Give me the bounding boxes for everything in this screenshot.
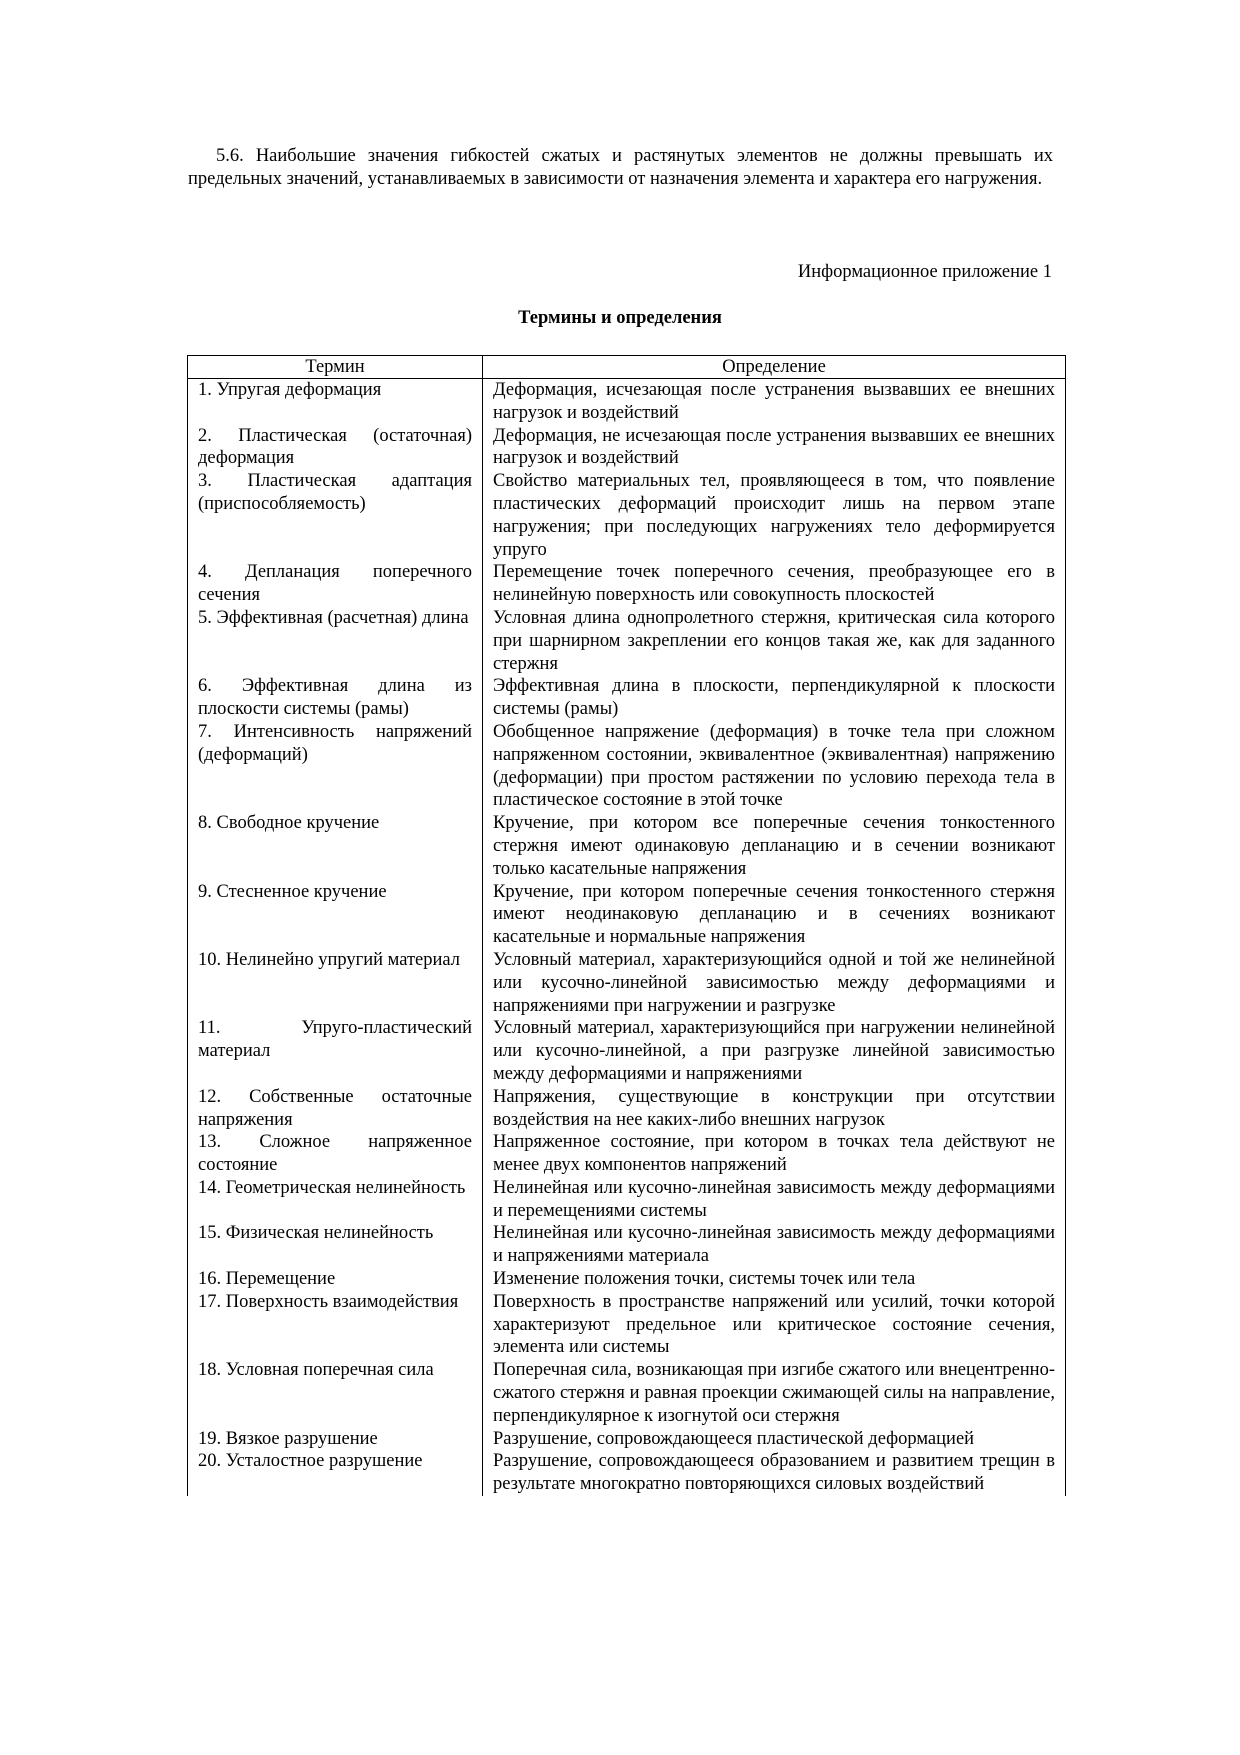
definition-cell: Деформация, не исчезающая после устранения вызвавших ее внешних нагрузок и воздействий	[483, 425, 1066, 471]
term-cell: 16. Перемещение	[188, 1268, 483, 1291]
definition-cell: Свойство материальных тел, проявляющееся в том, что появление пластических деформаций происходит лишь на первом этапе нагружения; при последующих нагружениях тело деформируется упруго	[483, 470, 1066, 561]
intro-section	[188, 145, 1053, 191]
term-cell: 4. Депланация поперечного сечения	[188, 561, 483, 607]
term-cell: 20. Усталостное разрушение	[188, 1450, 483, 1496]
term-cell: 3. Пластическая адаптация (приспособляемость)	[188, 470, 483, 561]
definition-cell: Поверхность в пространстве напряжений или усилий, точки которой характеризуют предельное или критическое состояние сечения, элемента или системы	[483, 1291, 1066, 1359]
term-cell: 19. Вязкое разрушение	[188, 1428, 483, 1451]
table-row	[188, 881, 1066, 949]
definition-cell: Разрушение, сопровождающееся пластической деформацией	[483, 1428, 1066, 1451]
header-term: Термин	[188, 356, 483, 379]
terms-table	[187, 355, 1066, 1496]
term-cell: 7. Интенсивность напряжений (деформаций)	[188, 721, 483, 812]
appendix-label: Информационное приложение 1	[797, 262, 1052, 282]
terms-table-body	[188, 379, 1066, 1497]
table-row	[188, 1268, 1066, 1291]
definition-cell: Условная длина однопролетного стержня, критическая сила которого при шарнирном закреплении его концов такая же, как для заданного стержня	[483, 607, 1066, 675]
term-cell: 18. Условная поперечная сила	[188, 1359, 483, 1427]
table-row	[188, 1359, 1066, 1427]
section-title: Термины и определения	[518, 308, 722, 328]
table-row	[188, 721, 1066, 812]
table-row	[188, 1177, 1066, 1223]
term-cell: 15. Физическая нелинейность	[188, 1222, 483, 1268]
definition-cell: Условный материал, характеризующийся одной и той же нелинейной или кусочно-линейной зависимостью между деформациями и напряжениями при нагружении и разгрузке	[483, 949, 1066, 1017]
term-cell: 14. Геометрическая нелинейность	[188, 1177, 483, 1223]
table-row	[188, 949, 1066, 1017]
table-row	[188, 1131, 1066, 1177]
definition-cell: Нелинейная или кусочно-линейная зависимость между деформациями и перемещениями системы	[483, 1177, 1066, 1223]
definition-cell: Кручение, при котором поперечные сечения тонкостенного стержня имеют неодинаковую депланацию и в сечениях возникают касательные и нормальные напряжения	[483, 881, 1066, 949]
term-cell: 10. Нелинейно упругий материал	[188, 949, 483, 1017]
term-cell: 6. Эффективная длина из плоскости системы (рамы)	[188, 675, 483, 721]
header-definition: Определение	[483, 356, 1066, 379]
table-row	[188, 561, 1066, 607]
term-cell: 12. Собственные остаточные напряжения	[188, 1086, 483, 1132]
definition-cell: Эффективная длина в плоскости, перпендикулярной к плоскости системы (рамы)	[483, 675, 1066, 721]
definition-cell: Разрушение, сопровождающееся образованием и развитием трещин в результате многократно повторяющихся силовых воздействий	[483, 1450, 1066, 1496]
definition-cell: Перемещение точек поперечного сечения, преобразующее его в нелинейную поверхность или совокупность плоскостей	[483, 561, 1066, 607]
definition-cell: Условный материал, характеризующийся при нагружении нелинейной или кусочно-линейной, а при разгрузке линейной зависимостью между деформациями и напряжениями	[483, 1017, 1066, 1085]
definition-cell: Напряженное состояние, при котором в точках тела действуют не менее двух компонентов напряжений	[483, 1131, 1066, 1177]
term-cell: 5. Эффективная (расчетная) длина	[188, 607, 483, 675]
definition-cell: Кручение, при котором все поперечные сечения тонкостенного стержня имеют одинаковую депланацию и в сечении возникают только касательные напряжения	[483, 812, 1066, 880]
term-cell: 8. Свободное кручение	[188, 812, 483, 880]
definition-cell: Деформация, исчезающая после устранения вызвавших ее внешних нагрузок и воздействий	[483, 379, 1066, 425]
term-cell: 1. Упругая деформация	[188, 379, 483, 425]
table-row	[188, 1222, 1066, 1268]
table-row	[188, 607, 1066, 675]
definition-cell: Поперечная сила, возникающая при изгибе сжатого или внецентренно-сжатого стержня и равная проекции сжимающей силы на направление, перпендикулярное к изогнутой оси стержня	[483, 1359, 1066, 1427]
table-row	[188, 1086, 1066, 1132]
definition-cell: Напряжения, существующие в конструкции при отсутствии воздействия на нее каких-либо внешних нагрузок	[483, 1086, 1066, 1132]
intro-paragraph: 5.6. Наибольшие значения гибкостей сжатых и растянутых элементов не должны превышать их предельных значений, устанавливаемых в зависимости от назначения элемента и характера его нагружения.	[188, 146, 1053, 189]
table-row	[188, 675, 1066, 721]
table-header-row	[188, 356, 1066, 379]
term-cell: 13. Сложное напряженное состояние	[188, 1131, 483, 1177]
table-row	[188, 812, 1066, 880]
table-row	[188, 1017, 1066, 1085]
definition-cell: Обобщенное напряжение (деформация) в точке тела при сложном напряженном состоянии, эквивалентное (эквивалентная) напряжению (деформации) при простом растяжении по условию перехода тела в пластическое состояние в этой точке	[483, 721, 1066, 812]
table-row	[188, 1428, 1066, 1451]
term-cell: 17. Поверхность взаимодействия	[188, 1291, 483, 1359]
table-row	[188, 470, 1066, 561]
definition-cell: Изменение положения точки, системы точек или тела	[483, 1268, 1066, 1291]
term-cell: 9. Стесненное кручение	[188, 881, 483, 949]
table-row	[188, 379, 1066, 425]
definition-cell: Нелинейная или кусочно-линейная зависимость между деформациями и напряжениями материала	[483, 1222, 1066, 1268]
table-row	[188, 1291, 1066, 1359]
table-row	[188, 1450, 1066, 1496]
term-cell: 11. Упруго-пластический материал	[188, 1017, 483, 1085]
term-cell: 2. Пластическая (остаточная) деформация	[188, 425, 483, 471]
table-row	[188, 425, 1066, 471]
